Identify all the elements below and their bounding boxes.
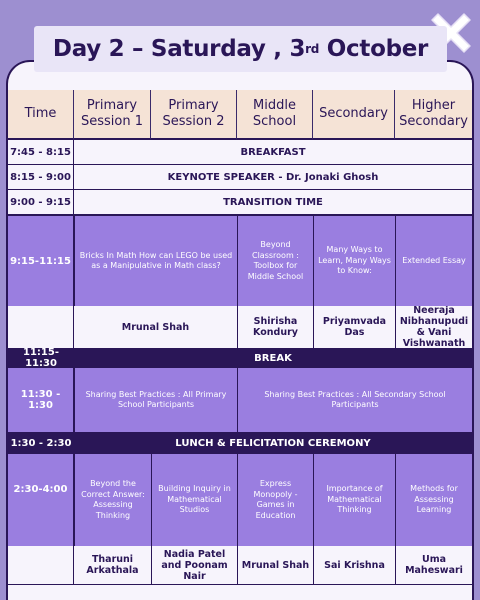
session-2-middle: Express Monopoly - Games in Education — [237, 454, 313, 546]
header-higher-secondary: Higher Secondary — [395, 90, 472, 140]
session-2-primary-1: Beyond the Correct Answer: Assessing Thinking — [74, 454, 151, 546]
time-lunch: 1:30 - 2:30 — [8, 432, 74, 454]
session-2-primary-2-speaker: Nadia Patel and Poonam Nair — [151, 546, 237, 584]
time-sharing: 11:30 - 1:30 — [8, 368, 74, 432]
session-2-primary-2: Building Inquiry in Mathematical Studios — [151, 454, 237, 546]
page-title — [34, 26, 447, 72]
session-2-time-blank — [8, 546, 74, 584]
header-secondary: Secondary — [313, 90, 395, 140]
row-transition: TRANSITION TIME — [223, 196, 323, 208]
header-middle-school: Middle School — [237, 90, 313, 140]
time-break: 11:15-11:30 — [8, 348, 74, 368]
session-1-higher: Extended Essay — [395, 216, 472, 306]
session-2-higher: Methods for Assessing Learning — [395, 454, 472, 546]
session-2-secondary-speaker: Sai Krishna — [313, 546, 395, 584]
session-2-middle-speaker: Mrunal Shah — [237, 546, 313, 584]
session-2-primary-1-speaker: Tharuni Arkathala — [86, 554, 139, 576]
header-time: Time — [8, 90, 74, 140]
header-primary-1: Primary Session 1 — [74, 90, 151, 140]
session-1-middle: Beyond Classroom : Toolbox for Middle School — [237, 216, 313, 306]
session-1-time-blank — [8, 306, 74, 348]
time-breakfast: 7:45 - 8:15 — [8, 140, 74, 164]
session-1-primary-speaker: Mrunal Shah — [121, 321, 190, 333]
session-1-secondary-speaker: Priyamvada Das — [313, 306, 395, 348]
row-breakfast: BREAKFAST — [240, 146, 306, 158]
sharing-primary: Sharing Best Practices : All Primary School Participants — [74, 368, 237, 432]
session-1-primary: Bricks In Math How can LEGO be used as a Manipulative in Math class? — [74, 216, 237, 306]
title-month: October — [319, 36, 429, 62]
time-session-1: 9:15-11:15 — [8, 216, 74, 306]
session-2-higher-speaker: Uma Maheswari — [395, 546, 472, 584]
session-1-middle-speaker: Shirisha Kondury — [237, 306, 313, 348]
time-transition: 9:00 - 9:15 — [8, 190, 74, 214]
session-1-higher-speaker: Neeraja Nibhanupudi & Vani Vishwanath — [395, 306, 472, 348]
title-banner — [34, 26, 447, 72]
sharing-secondary: Sharing Best Practices : All Secondary School Participants — [237, 368, 472, 432]
row-keynote: KEYNOTE SPEAKER - Dr. Jonaki Ghosh — [167, 171, 379, 183]
schedule-panel — [6, 60, 474, 600]
time-keynote: 8:15 - 9:00 — [8, 165, 74, 189]
session-1-secondary: Many Ways to Learn, Many Ways to Know: — [313, 216, 395, 306]
time-session-2: 2:30-4:00 — [8, 454, 74, 546]
title-main: Day 2 – Saturday , 3 — [52, 36, 306, 62]
header-primary-2: Primary Session 2 — [151, 90, 237, 140]
title-ordinal: rd — [305, 42, 320, 56]
session-2-secondary: Importance of Mathematical Thinking — [313, 454, 395, 546]
row-lunch: LUNCH & FELICITATION CEREMONY — [74, 432, 472, 454]
row-break: BREAK — [74, 348, 472, 368]
